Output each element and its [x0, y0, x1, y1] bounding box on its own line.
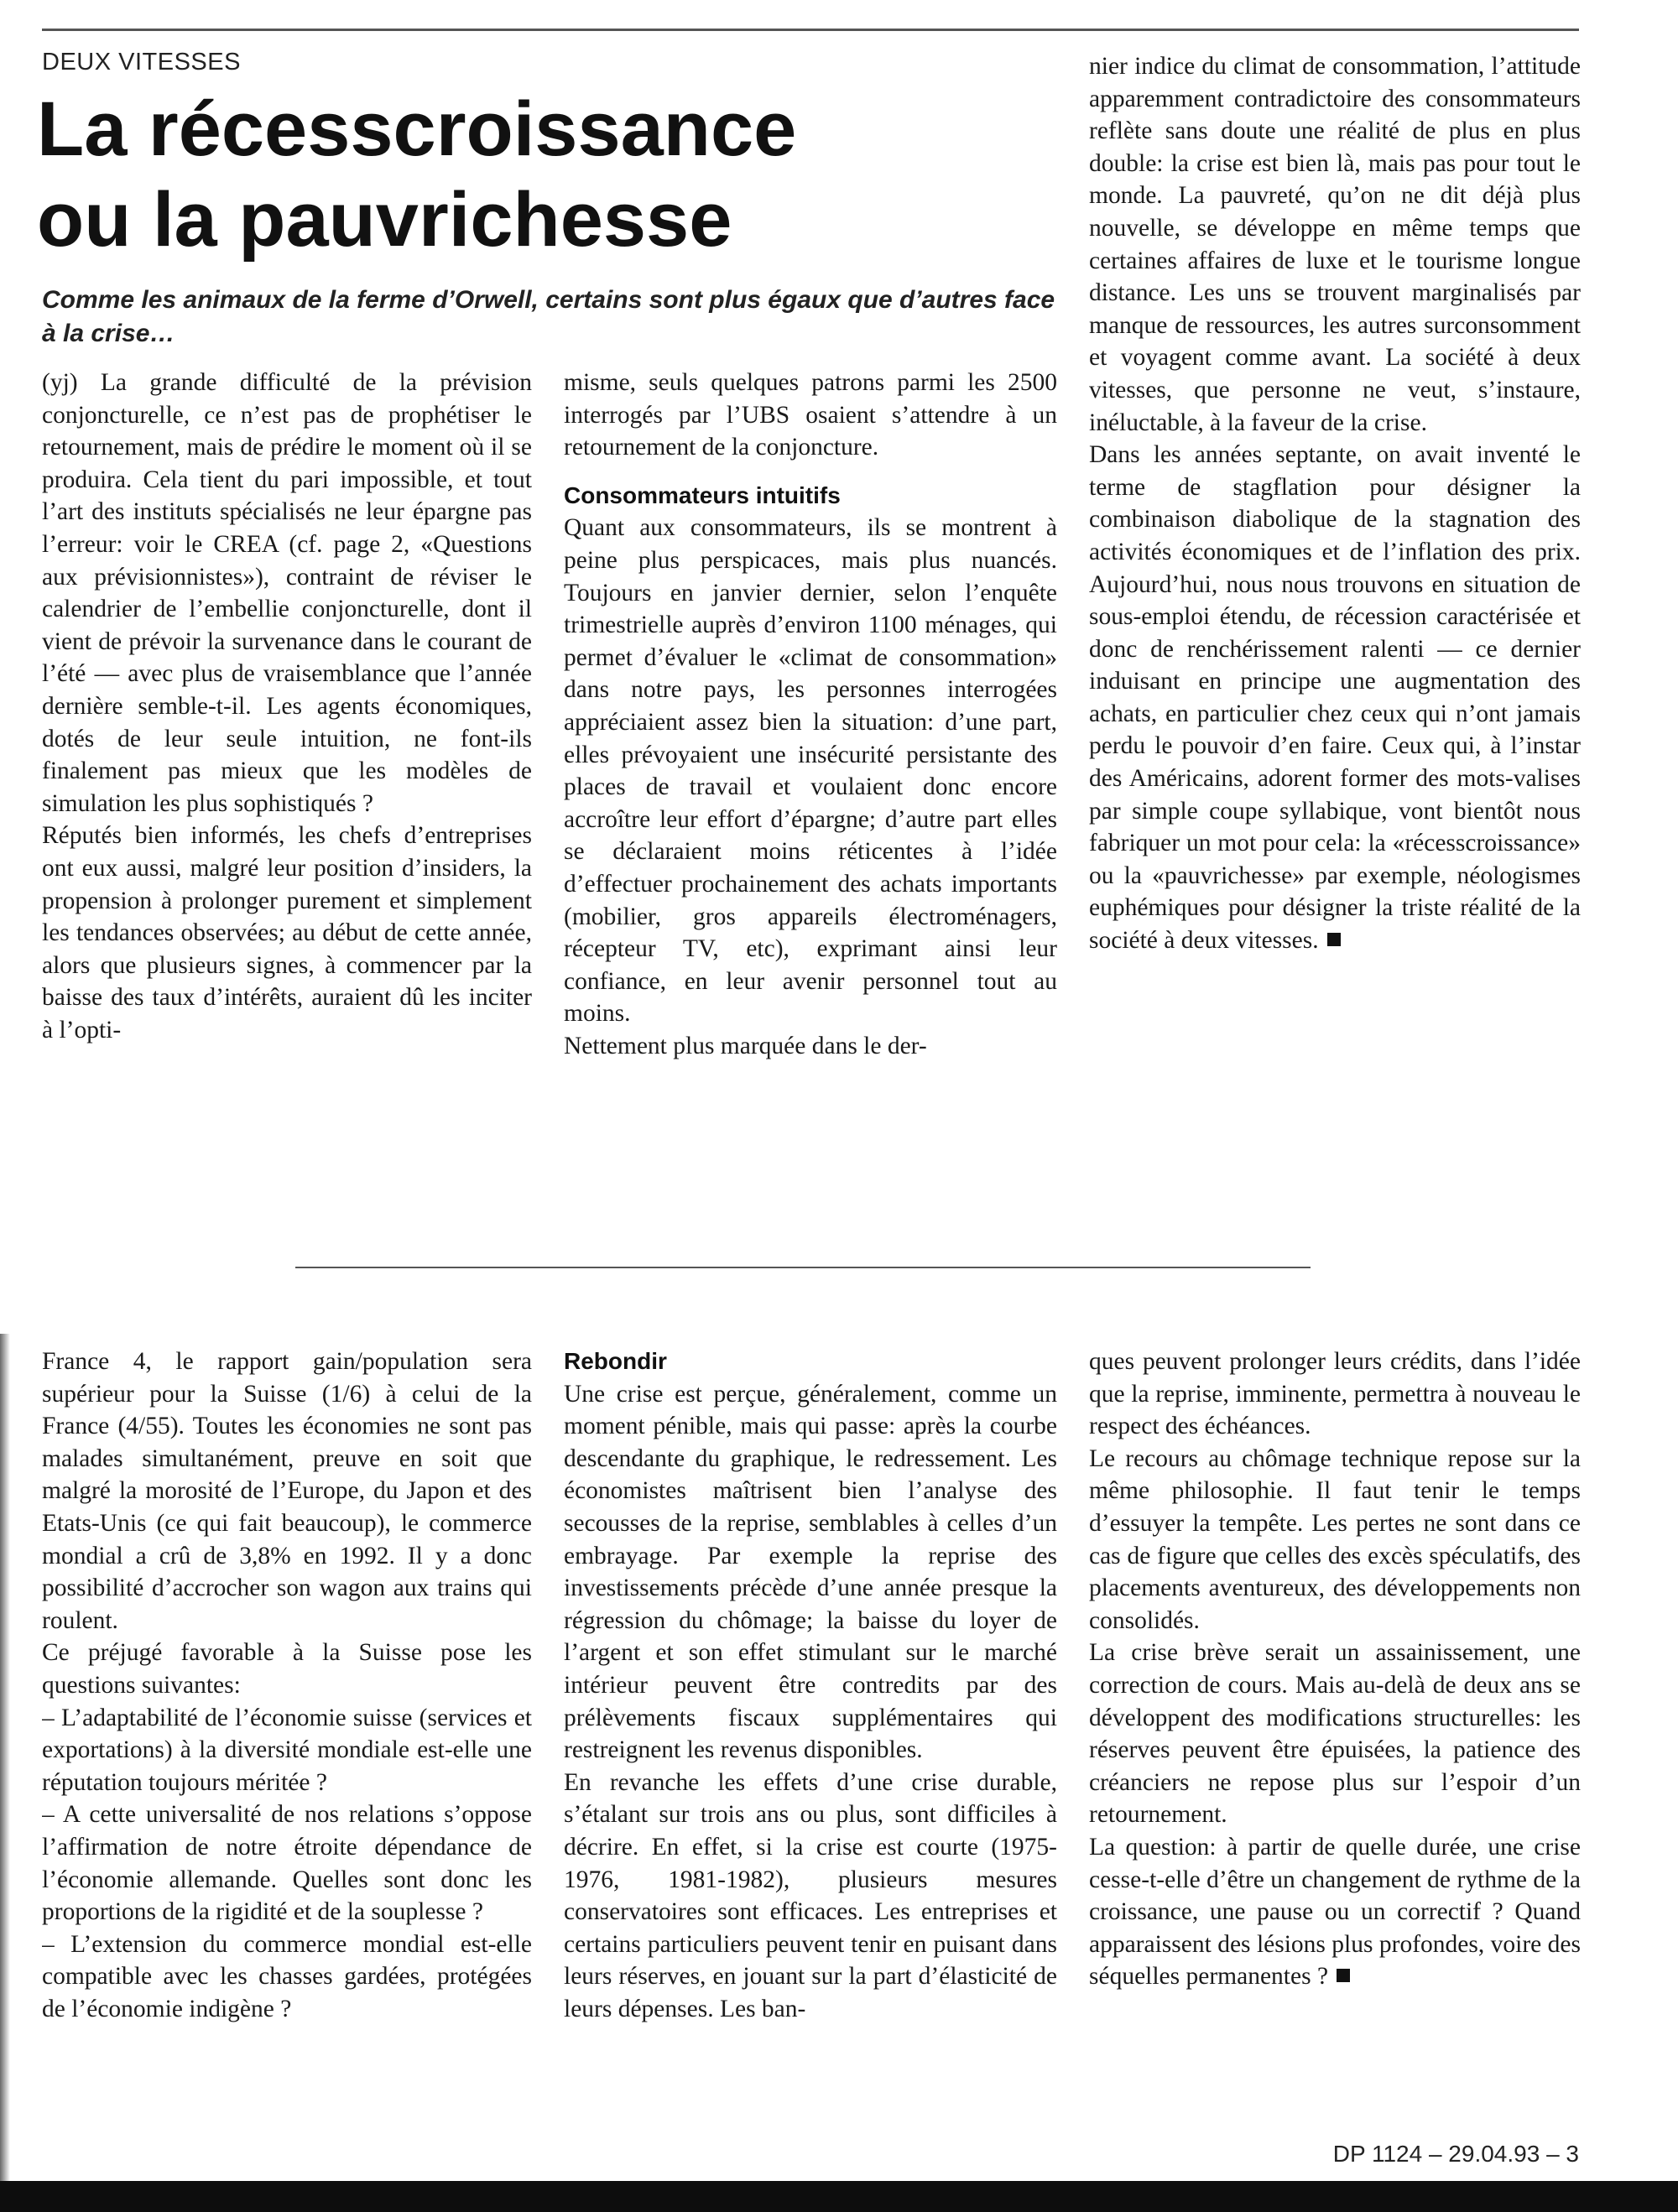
lower-column-2	[564, 1345, 1057, 2126]
title-line-2: ou la pauvrichesse	[37, 177, 732, 263]
scan-edge-shadow	[0, 1334, 10, 2181]
paragraph: Quant aux consommateurs, ils se montrent à peine plus perspicaces, mais plus nuancés. Toujours en janvier dernier, selon l’enquête trimestrielle auprès d’environ 1100 ménages, qui permet d’évaluer le «climat de consommation» dans notre pays, les personnes interrogées appréciaient assez bien la situation: d’une part, elles prévoyaient une insécurité persistante des places de travail et voulaient donc encore accroître leur effort d’épargne; d’autre part elles se déclaraient moins réticentes à l’idée d’effectuer prochainement des achats importants (mobilier, gros appareils électroménagers, récepteur TV, etc), exprimant ainsi leur confiance, en leur avenir personnel tout au moins.	[564, 514, 1057, 1028]
article-subtitle: Comme les animaux de la ferme d’Orwell, certains sont plus égaux que d’autres face à la crise…	[42, 286, 1055, 347]
paragraph: En revanche les effets d’une crise durable, s’étalant sur trois ans ou plus, sont difficiles à décrire. En effet, si la crise est courte (1975-1976, 1981-1982), plusieurs mesures conservatoires sont efficaces. Les entreprises et certains particuliers peuvent tenir en puisant dans leurs réserves, en jouant sur la part d’élasticité de leurs dépenses. Les ban-	[564, 1768, 1057, 2022]
section-divider	[295, 1267, 1311, 1268]
paragraph: nier indice du climat de consommation, l’attitude apparemment contradictoire des consommateurs reflète sans doute une réalité de plus en plus double: la crise est bien là, mais pas pour tout le monde. La pauvreté, qu’on ne dit déjà plus nouvelle, se développe en même temps que certaines affaires de luxe et le tourisme longue distance. Les uns se trouvent marginalisés par manque de ressources, les autres surconsomment et voyagent comme avant. La société à deux vitesses, que personne ne veut, s’instaure, inéluctable, à la faveur de la crise.	[1089, 53, 1581, 436]
article-column-2	[564, 367, 1057, 1189]
paragraph	[1089, 439, 1581, 957]
paragraph: Ce préjugé favorable à la Suisse pose les questions suivantes:	[42, 1639, 532, 1699]
article-title	[37, 84, 1060, 265]
lower-column-3	[1089, 1345, 1581, 2126]
list-item: – A cette universalité de nos relations s’oppose l’affirmation de notre étroite dépendance de l’économie allemande. Quelles sont donc les proportions de la rigidité et de la souplesse ?	[42, 1801, 532, 1926]
section-heading: Rebondir	[564, 1348, 667, 1374]
lower-column-1	[42, 1345, 532, 2126]
list-item: – L’extension du commerce mondial est-elle compatible avec les chasses gardées, protégées de l’économie indigène ?	[42, 1930, 532, 2022]
paragraph	[1089, 1831, 1581, 1993]
end-mark-icon	[1327, 933, 1341, 946]
paragraph: La crise brève serait un assainissement, une correction de cours. Mais au-delà de deux ans se développent des modifications structurelles: les réserves peuvent être épuisées, la patience des créanciers ne repose plus sur l’espoir d’un retournement.	[1089, 1639, 1581, 1829]
end-mark-icon	[1337, 1969, 1350, 1982]
paragraph: Nettement plus marquée dans le der-	[564, 1032, 927, 1059]
paragraph: (yj) La grande difficulté de la prévision conjoncturelle, ce n’est pas de prophétiser le retournement, mais de prédire le moment où il se produira. Cela tient du pari impossible, et tout l’art des instituts spécialisés ne leur épargne pas l’erreur: voir le CREA (cf. page 2, «Questions aux prévisionnistes»), contraint de réviser le calendrier de l’embellie conjoncturelle, dont il vient de prévoir la survenance dans le courant de l’été — avec plus de vraisemblance que l’année dernière semble-t-il. Les agents économiques, dotés de leur seule intuition, ne font-ils finalement pas mieux que les modèles de simulation les plus sophistiqués ?	[42, 369, 532, 817]
section-heading: Consommateurs intuitifs	[564, 481, 841, 508]
paragraph: Le recours au chômage technique repose sur la même philosophie. Il faut tenir le temps d’essuyer la tempête. Les pertes ne sont dans ce cas de figure que celles des excès spéculatifs, des placements aventureux, des développements non consolidés.	[1089, 1444, 1581, 1634]
scan-bottom-band	[0, 2181, 1678, 2212]
article-column-1	[42, 367, 532, 1189]
paragraph: misme, seuls quelques patrons parmi les 2500 interrogés par l’UBS osaient s’attendre à un retournement de la conjoncture.	[564, 369, 1057, 461]
page-footer: DP 1124 – 29.04.93 – 3	[1332, 2141, 1579, 2167]
title-line-1: La récesscroissance	[37, 86, 797, 172]
paragraph: Une crise est perçue, généralement, comme un moment pénible, mais qui passe: après la courbe descendante du graphique, le redressement. Les économistes maîtrisent bien l’analyse des secousses de la reprise, semblables à celles d’un embrayage. Par exemple la reprise des investissements précède d’une année presque la régression du chômage; la baisse du loyer de l’argent et son effet stimulant sur le marché intérieur peuvent être contredits par des prélèvements fiscaux supplémentaires qui restreignent les revenus disponibles.	[564, 1380, 1057, 1764]
article-kicker: DEUX VITESSES	[42, 49, 241, 75]
paragraph-text: Dans les années septante, on avait inventé le terme de stagflation pour désigner la combinaison diabolique de la stagnation des activités économiques et de l’inflation des prix. Aujourd’hui, nous nous trouvons en situation de sous-emploi étendu, de récession caractérisée et donc de renchérissement ralenti — ce dernier induisant en principe une augmentation des achats, en particulier chez ceux qui n’ont jamais perdu le pouvoir d’en faire. Ceux qui, à l’instar des Américains, adorent former des mots-valises par simple coupe syllabique, vont bientôt nous fabriquer un mot pour cela: la «récesscroissance» ou la «pauvrichesse» par exemple, néologismes euphémiques pour désigner la triste réalité de la société à deux vitesses.	[1089, 441, 1581, 955]
article-column-3	[1089, 50, 1581, 1191]
paragraph: Réputés bien informés, les chefs d’entreprises ont eux aussi, malgré leur position d’insiders, la propension à prolonger purement et simplement les tendances observées; au début de cette année, alors que plusieurs signes, à commencer par la baisse des taux d’intérêts, auraient dû les inciter à l’opti-	[42, 822, 532, 1044]
paragraph-text: La question: à partir de quelle durée, une crise cesse-t-elle d’être un changement de rythme de la croissance, une pause ou un correctif ? Quand apparaissent des lésions plus profondes, voire des séquelles permanentes ?	[1089, 1833, 1581, 1991]
top-rule	[42, 29, 1579, 31]
paragraph: ques peuvent prolonger leurs crédits, dans l’idée que la reprise, imminente, permettra à nouveau le respect des échéances.	[1089, 1348, 1581, 1440]
list-item: – L’adaptabilité de l’économie suisse (services et exportations) à la diversité mondiale est-elle une réputation toujours méritée ?	[42, 1704, 532, 1796]
paragraph: France 4, le rapport gain/population sera supérieur pour la Suisse (1/6) à celui de la France (4/55). Toutes les économies ne sont pas malades simultanément, preuve en soit que malgré la morosité de l’Europe, du Japon et des Etats-Unis (ce qui fait beaucoup), le commerce mondial a crû de 3,8% en 1992. Il y a donc possibilité d’accrocher son wagon aux trains qui roulent.	[42, 1348, 532, 1634]
